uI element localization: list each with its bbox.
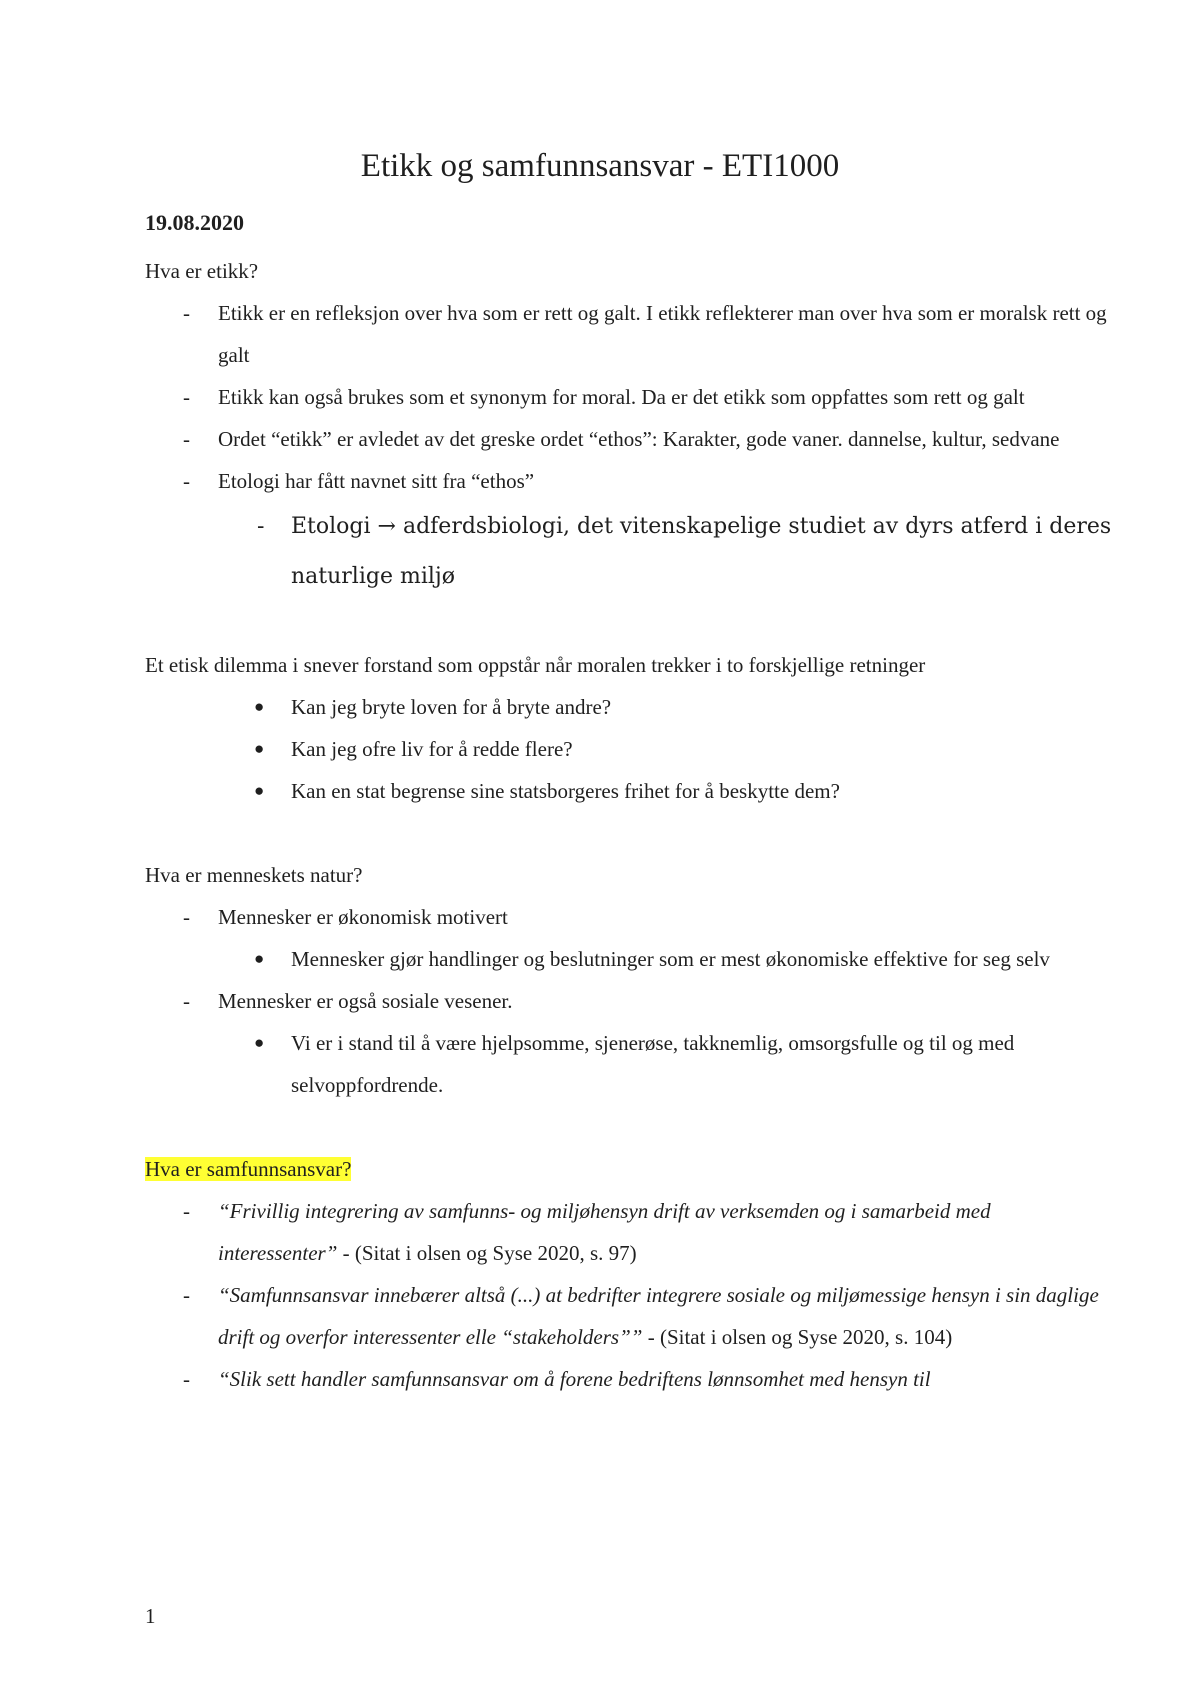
bullet-icon: ● bbox=[254, 1033, 265, 1052]
list-item: - Etologi har fått navnet sitt fra “ethos” bbox=[145, 460, 1115, 502]
list-item: - Mennesker er økonomisk motivert bbox=[145, 896, 1115, 938]
page-number: 1 bbox=[145, 1604, 156, 1628]
list-item: - Ordet “etikk” er avledet av det greske ordet “ethos”: Karakter, gode vaner. dannelse, kultur, sedvane bbox=[145, 418, 1115, 460]
quote-item: - “Samfunnsansvar innebærer altså (...) at bedrifter integrere sosiale og miljømessige hensyn i sin daglige drift og overfor interessenter elle “stakeholders”” - (Sitat i olsen og Syse 2020, s. 104) bbox=[145, 1274, 1115, 1358]
bullet-icon: ● bbox=[254, 781, 265, 800]
dash-marker: - bbox=[257, 514, 265, 539]
dilemma-intro: Et etisk dilemma i snever forstand som oppstår når moralen trekker i to forskjellige retninger bbox=[145, 653, 926, 677]
dash-marker: - bbox=[183, 1283, 190, 1307]
bullet-item: ● Vi er i stand til å være hjelpsomme, sjenerøse, takknemlig, omsorgsfulle og til og med selvoppfordrende. bbox=[145, 1022, 1115, 1106]
dash-marker: - bbox=[183, 1367, 190, 1391]
bullet-icon: ● bbox=[254, 739, 265, 758]
quote-item: - “Slik sett handler samfunnsansvar om å forene bedriftens lønnsomhet med hensyn til bbox=[145, 1358, 1115, 1400]
section-question: Hva er menneskets natur? bbox=[145, 863, 363, 887]
bullet-item: ● Kan jeg ofre liv for å redde flere? bbox=[145, 728, 1115, 770]
bullet-item: ● Mennesker gjør handlinger og beslutninger som er mest økonomiske effektive for seg selv bbox=[145, 938, 1115, 980]
sub-list-item: - Etologi → adferdsbiologi, det vitenskapelige studiet av dyrs atferd i deres naturlige miljø bbox=[145, 502, 1115, 602]
bullet-item: ● Kan jeg bryte loven for å bryte andre? bbox=[145, 686, 1115, 728]
dash-marker: - bbox=[183, 301, 190, 325]
section-heading bbox=[145, 1148, 1115, 1190]
dash-marker: - bbox=[183, 989, 190, 1013]
dash-marker: - bbox=[183, 427, 190, 451]
bullet-item: ● Kan en stat begrense sine statsborgeres frihet for å beskytte dem? bbox=[145, 770, 1115, 812]
quote-item: - “Frivillig integrering av samfunns- og miljøhensyn drift av verksemden og i samarbeid med interessenter” - (Sitat i olsen og Syse 2020, s. 97) bbox=[145, 1190, 1115, 1274]
document-title: Etikk og samfunnsansvar - ETI1000 bbox=[360, 148, 840, 184]
list-item: - Mennesker er også sosiale vesener. bbox=[145, 980, 1115, 1022]
bullet-icon: ● bbox=[254, 697, 265, 716]
dash-marker: - bbox=[183, 469, 190, 493]
lecture-date: 19.08.2020 bbox=[145, 210, 244, 235]
dash-marker: - bbox=[183, 905, 190, 929]
dash-marker: - bbox=[183, 385, 190, 409]
bullet-icon: ● bbox=[254, 949, 265, 968]
document-body bbox=[145, 250, 1115, 1400]
section-question: Hva er etikk? bbox=[145, 259, 259, 283]
list-item: - Etikk kan også brukes som et synonym for moral. Da er det etikk som oppfattes som rett og galt bbox=[145, 376, 1115, 418]
dash-marker: - bbox=[183, 1199, 190, 1223]
list-item: - Etikk er en refleksjon over hva som er rett og galt. I etikk reflekterer man over hva som er moralsk rett og galt bbox=[145, 292, 1115, 376]
highlighted-heading: Hva er samfunnsansvar? bbox=[145, 1157, 352, 1181]
